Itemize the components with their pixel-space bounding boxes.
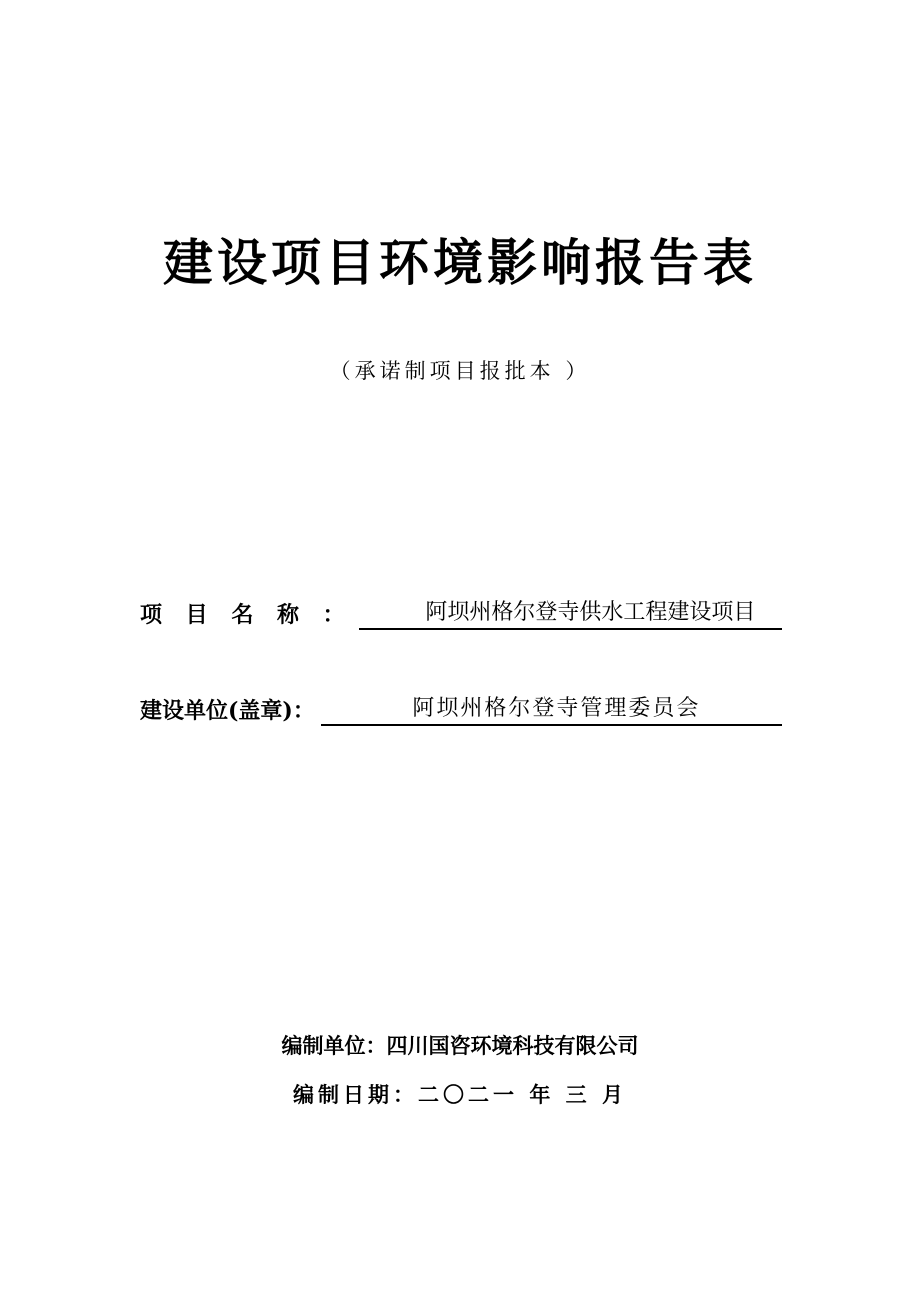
compiler-line: 编制单位：四川国咨环境科技有限公司	[281, 1034, 639, 1058]
document-subtitle: （承诺制项目报批本 ）	[329, 359, 591, 383]
document-title: 建设项目环境影响报告表	[163, 234, 757, 292]
project-name-value: 阿坝州格尔登寺供水工程建设项目	[359, 598, 782, 630]
builder-label: 建设单位(盖章)：	[140, 698, 315, 724]
builder-value: 阿坝州格尔登寺管理委员会	[321, 694, 782, 726]
builder-row	[140, 690, 782, 726]
project-name-label: 项 目 名 称 ：	[140, 602, 353, 628]
project-name-row	[140, 594, 782, 630]
compile-date-line: 编制日期：二〇二一 年 三 月	[293, 1083, 627, 1107]
